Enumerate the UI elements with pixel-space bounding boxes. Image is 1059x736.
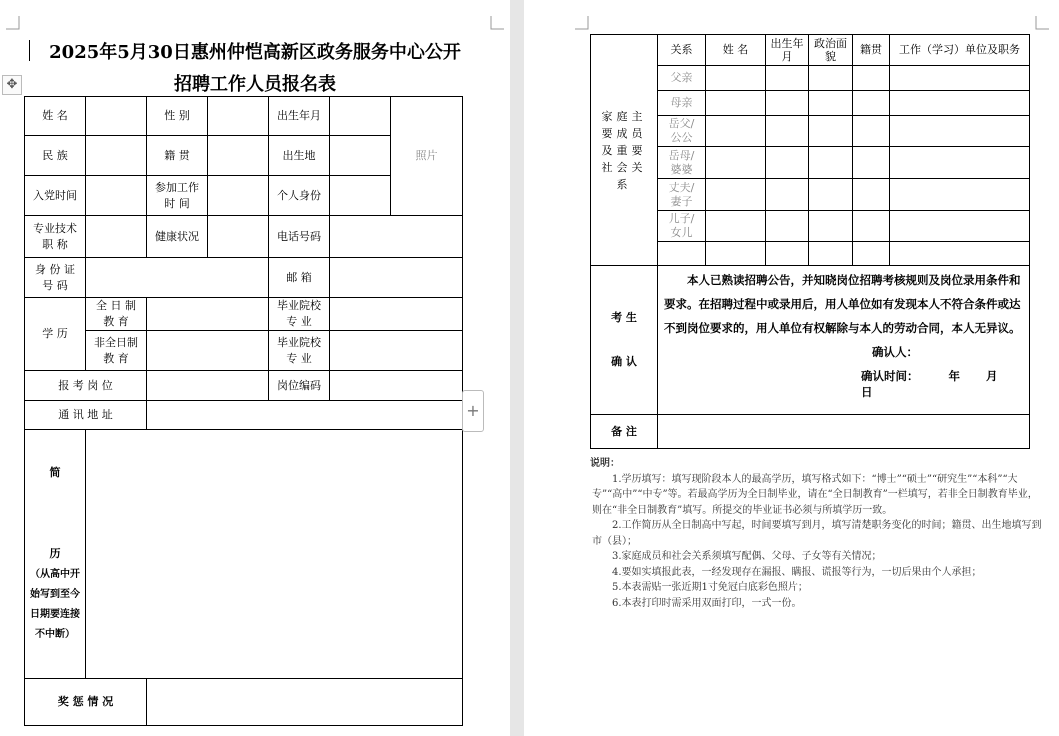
label-address: 通 讯 地 址 [25, 401, 147, 430]
form-title-line1: 2025年5月30日惠州仲恺高新区政务服务中心公开 [49, 42, 461, 63]
field-email[interactable] [330, 258, 463, 298]
label-native-place: 籍 贯 [147, 136, 208, 176]
label-remarks: 备 注 [591, 415, 658, 449]
field-id-number[interactable] [86, 258, 269, 298]
instructions-heading: 说明： [590, 458, 620, 469]
field-awards[interactable] [147, 679, 463, 726]
instruction-item: 1.学历填写：填写现阶段本人的最高学历，填写格式如下：“博士”“硕士”“研究生”“本科”“大专”“高中”“中专”等。若最高学历为全日制毕业，请在“全日制教育”一栏填写，若非全日制教育毕业，则在“非全日制教育”填写。所提交的毕业证书必须与所填学历一致。 [592, 473, 1038, 516]
family-relation [658, 242, 706, 266]
field-birthplace[interactable] [330, 136, 391, 176]
family-cell[interactable] [853, 91, 890, 116]
field-name[interactable] [86, 97, 147, 136]
resume-note: （从高中开始写到至今日期要连接不中断） [30, 569, 80, 640]
label-work-start: 参加工作 时 间 [147, 176, 208, 216]
family-cell[interactable] [706, 91, 766, 116]
family-cell[interactable] [890, 211, 1030, 242]
family-cell[interactable] [853, 242, 890, 266]
family-cell[interactable] [809, 242, 853, 266]
family-cell[interactable] [706, 179, 766, 211]
family-cell[interactable] [809, 211, 853, 242]
field-position[interactable] [147, 371, 269, 401]
family-header-native: 籍贯 [853, 35, 890, 66]
field-gender[interactable] [208, 97, 269, 136]
field-identity[interactable] [330, 176, 391, 216]
field-full-time-school[interactable] [330, 298, 463, 331]
label-resume: 简 历 （从高中开始写到至今日期要连接不中断） [25, 430, 86, 679]
field-part-time-school[interactable] [330, 331, 463, 371]
family-relation: 丈夫/妻子 [658, 179, 706, 211]
field-work-start[interactable] [208, 176, 269, 216]
family-header-relation: 关系 [658, 35, 706, 66]
field-part-time[interactable] [147, 331, 269, 371]
label-candidate-confirm: 考 生 确 认 [591, 266, 658, 415]
pledge-text: 本人已熟读招聘公告，并知晓岗位招聘考核规则及岗位录用条件和要求。在招聘过程中或录用后，用人单位如有发现本人不符合条件或达不到岗位要求的，用人单位有权解除与本人的劳动合同，本人无异议。 [664, 273, 1021, 335]
instruction-item: 3.家庭成员和社会关系须填写配偶、父母、子女等有关情况； [612, 551, 882, 562]
photo-box[interactable]: 照片 [391, 97, 463, 216]
family-header-political: 政治面貌 [809, 35, 853, 66]
confirm-time: 确认时间： 年 月 日 [861, 369, 998, 399]
field-full-time[interactable] [147, 298, 269, 331]
field-resume[interactable] [86, 430, 463, 679]
family-cell[interactable] [890, 66, 1030, 91]
label-birthplace: 出生地 [269, 136, 330, 176]
family-cell[interactable] [766, 66, 809, 91]
family-table [590, 34, 1030, 449]
field-address[interactable] [147, 401, 463, 430]
label-id-number: 身 份 证 号 码 [25, 258, 86, 298]
field-phone[interactable] [330, 216, 463, 258]
family-cell[interactable] [890, 116, 1030, 147]
crop-mark [6, 16, 20, 30]
family-header-birth: 出生年月 [766, 35, 809, 66]
label-full-time: 全 日 制 教 育 [86, 298, 147, 331]
label-part-time-school: 毕业院校 专 业 [269, 331, 330, 371]
family-relation: 父亲 [658, 66, 706, 91]
family-header-name: 姓 名 [706, 35, 766, 66]
family-cell[interactable] [766, 211, 809, 242]
label-ethnicity: 民 族 [25, 136, 86, 176]
family-cell[interactable] [853, 147, 890, 179]
family-relation: 岳母/婆婆 [658, 147, 706, 179]
family-cell[interactable] [706, 116, 766, 147]
family-header-workplace: 工作（学习）单位及职务 [890, 35, 1030, 66]
family-cell[interactable] [766, 147, 809, 179]
crop-mark [1035, 16, 1049, 30]
label-part-time: 非全日制 教 育 [86, 331, 147, 371]
family-cell[interactable] [706, 242, 766, 266]
family-cell[interactable] [706, 66, 766, 91]
label-party-time: 入党时间 [25, 176, 86, 216]
family-cell[interactable] [809, 66, 853, 91]
label-health: 健康状况 [147, 216, 208, 258]
field-health[interactable] [208, 216, 269, 258]
document-page-left [0, 0, 510, 736]
family-cell[interactable] [809, 147, 853, 179]
label-gender: 性 别 [147, 97, 208, 136]
family-cell[interactable] [853, 66, 890, 91]
family-cell[interactable] [809, 91, 853, 116]
label-phone: 电话号码 [269, 216, 330, 258]
field-birth-date[interactable] [330, 97, 391, 136]
family-cell[interactable] [890, 91, 1030, 116]
family-cell[interactable] [706, 211, 766, 242]
registration-table [24, 96, 463, 726]
label-full-time-school: 毕业院校 专 业 [269, 298, 330, 331]
label-birth-date: 出生年月 [269, 97, 330, 136]
family-cell[interactable] [766, 91, 809, 116]
family-cell[interactable] [890, 179, 1030, 211]
pledge-block [658, 266, 1030, 415]
instruction-item: 4.要如实填报此表，一经发现存在漏报、瞒报、谎报等行为，一切后果由个人承担； [612, 566, 982, 578]
family-relation: 岳父/公公 [658, 116, 706, 147]
field-position-code[interactable] [330, 371, 463, 401]
family-cell[interactable] [853, 116, 890, 147]
form-title-line2: 招聘工作人员报名表 [174, 74, 336, 95]
label-name: 姓 名 [25, 97, 86, 136]
label-education: 学 历 [25, 298, 86, 371]
family-cell[interactable] [766, 116, 809, 147]
family-cell[interactable] [853, 179, 890, 211]
crop-mark [490, 16, 504, 30]
table-move-handle-icon[interactable]: ✥ [2, 75, 22, 95]
family-cell[interactable] [809, 116, 853, 147]
label-awards: 奖 惩 情 况 [25, 679, 147, 726]
family-cell[interactable] [890, 242, 1030, 266]
family-cell[interactable] [766, 242, 809, 266]
instruction-item: 6.本表打印时需采用双面打印，一式一份。 [612, 597, 802, 609]
family-cell[interactable] [706, 147, 766, 179]
crop-mark [575, 16, 589, 30]
field-title[interactable] [86, 216, 147, 258]
document-page-right [524, 0, 1059, 736]
field-party-time[interactable] [86, 176, 147, 216]
family-relation: 儿子/女儿 [658, 211, 706, 242]
label-family-section: 家庭主要成员及重要社会关系 [591, 35, 658, 266]
confirm-person: 确认人： [872, 345, 918, 359]
label-email: 邮 箱 [269, 258, 330, 298]
label-position: 报 考 岗 位 [25, 371, 147, 401]
label-identity: 个人身份 [269, 176, 330, 216]
add-row-plus-icon[interactable]: + [462, 390, 484, 432]
family-relation: 母亲 [658, 91, 706, 116]
field-native-place[interactable] [208, 136, 269, 176]
label-position-code: 岗位编码 [269, 371, 330, 401]
field-ethnicity[interactable] [86, 136, 147, 176]
instruction-item: 5.本表需贴一张近期1寸免冠白底彩色照片； [612, 582, 808, 593]
instruction-item: 2.工作简历从全日制高中写起，时间要填写到月，填写清楚职务变化的时间；籍贯、出生地填写到市（县）； [592, 520, 1042, 547]
family-cell[interactable] [890, 147, 1030, 179]
field-remarks[interactable] [658, 415, 1030, 449]
family-cell[interactable] [766, 179, 809, 211]
label-title: 专业技术 职 称 [25, 216, 86, 258]
instructions [592, 456, 1047, 611]
family-cell[interactable] [809, 179, 853, 211]
family-cell[interactable] [853, 211, 890, 242]
